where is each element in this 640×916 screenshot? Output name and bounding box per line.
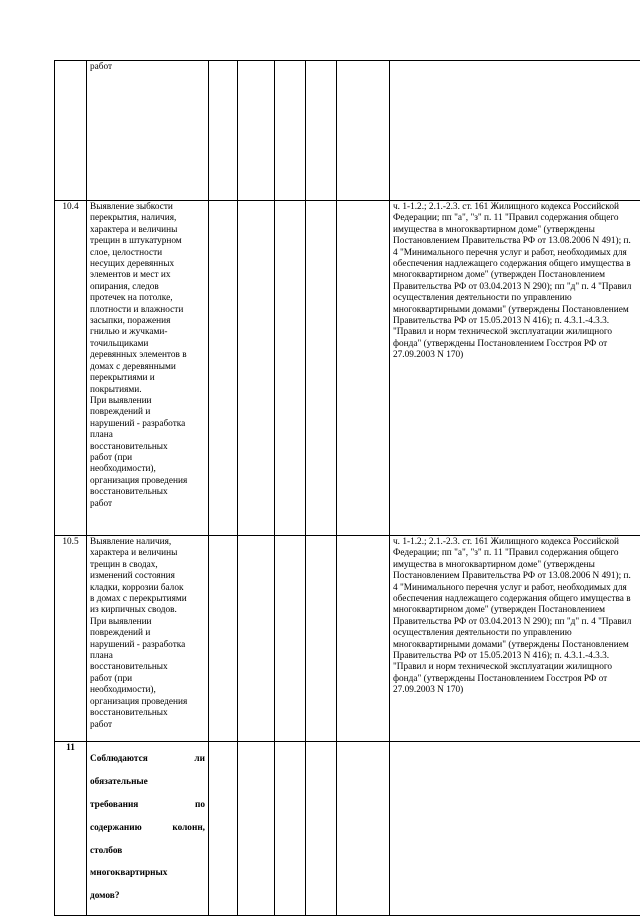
question-line: Соблюдаются ли [90, 754, 205, 765]
note-cell [337, 61, 390, 201]
question-line: столбов [90, 846, 205, 857]
note-cell [337, 742, 390, 916]
question-line: содержанию колонн, [90, 823, 205, 834]
question-line: обязательные [90, 777, 205, 788]
row-number [55, 61, 87, 201]
answer-cell [306, 201, 337, 536]
answer-cell [306, 61, 337, 201]
row-number: 11 [55, 742, 87, 916]
answer-cell [306, 536, 337, 742]
table-row-11 [55, 742, 640, 916]
question-line: домов? [90, 891, 205, 902]
answer-cell [275, 61, 306, 201]
answer-cell [209, 201, 238, 536]
answer-cell [275, 201, 306, 536]
legal-reference: ч. 1-1.2.; 2.1.-2.3. ст. 161 Жилищного кодекса Российской Федерации; пп "а", "з" п. 11 "Правил содержания общего имущества в многоквартирном доме" (утверждены Постановлением Правительства РФ от 13.08.2006 N 491); п. 4 "Минимального перечня услуг и работ, необходимых для обеспечения надлежащего содержания общего имущества в многоквартирном доме" (утвержден Постановлением Правительства РФ от 03.04.2013 N 290); пп "д" п. 4 "Правил осуществления деятельности по управлению многоквартирными домами" (утверждены Постановлением Правительства РФ от 15.05.2013 N 416); п. 4.3.1.-4.3.3. "Правил и норм технической эксплуатации жилищного фонда" (утверждены Постановлением Госстроя РФ от 27.09.2003 N 170) [390, 201, 640, 536]
legal-reference: ч. 1-1.2.; 2.1.-2.3. ст. 161 Жилищного кодекса Российской Федерации; пп "а", "з" п. 11 "Правил содержания общего имущества в многоквартирном доме" (утверждены Постановлением Правительства РФ от 13.08.2006 N 491); п. 4 "Минимального перечня услуг и работ, необходимых для обеспечения надлежащего содержания общего имущества в многоквартирном доме" (утвержден Постановлением Правительства РФ от 03.04.2013 N 290); пп "д" п. 4 "Правил осуществления деятельности по управлению многоквартирными домами" (утверждены Постановлением Правительства РФ от 15.05.2013 N 416); п. 4.3.1.-4.3.3. "Правил и норм технической эксплуатации жилищного фонда" (утверждены Постановлением Госстроя РФ от 27.09.2003 N 170) [390, 536, 640, 742]
requirement-text: Выявление зыбкости перекрытия, наличия, характера и величины трещин в штукатурном слое, целостности несущих деревянных элементов и мест их опирания, следов протечек на потолке, плотности и влажности засыпки, поражения гнилью и жучками- точильщиками деревянных элементов в домах с деревянными перекрытиями и покрытиями. При выявлении повреждений и нарушений - разработка плана восстановительных работ (при необходимости), организация проведения восстановительных работ [87, 201, 209, 536]
answer-cell [306, 742, 337, 916]
row-number: 10.5 [55, 536, 87, 742]
note-cell [337, 536, 390, 742]
table-row-continuation [55, 61, 640, 201]
answer-cell [238, 742, 275, 916]
note-cell [337, 201, 390, 536]
requirement-text: работ [87, 61, 209, 201]
answer-cell [209, 536, 238, 742]
requirement-text: Выявление наличия, характера и величины трещин в сводах, изменений состояния кладки, коррозии балок в домах с перекрытиями из кирпичных сводов. При выявлении повреждений и нарушений - разработка плана восстановительных работ (при необходимости), организация проведения восстановительных работ [87, 536, 209, 742]
table-row-10-4 [55, 201, 640, 536]
legal-reference [390, 61, 640, 201]
answer-cell [275, 742, 306, 916]
inspection-table [54, 60, 640, 916]
answer-cell [238, 201, 275, 536]
answer-cell [238, 61, 275, 201]
row-number: 10.4 [55, 201, 87, 536]
answer-cell [238, 536, 275, 742]
legal-reference [390, 742, 640, 916]
answer-cell [209, 742, 238, 916]
question-line: требования по [90, 800, 205, 811]
answer-cell [275, 536, 306, 742]
table-row-10-5 [55, 536, 640, 742]
requirement-question [87, 742, 209, 916]
question-line: многоквартирных [90, 868, 205, 879]
answer-cell [209, 61, 238, 201]
